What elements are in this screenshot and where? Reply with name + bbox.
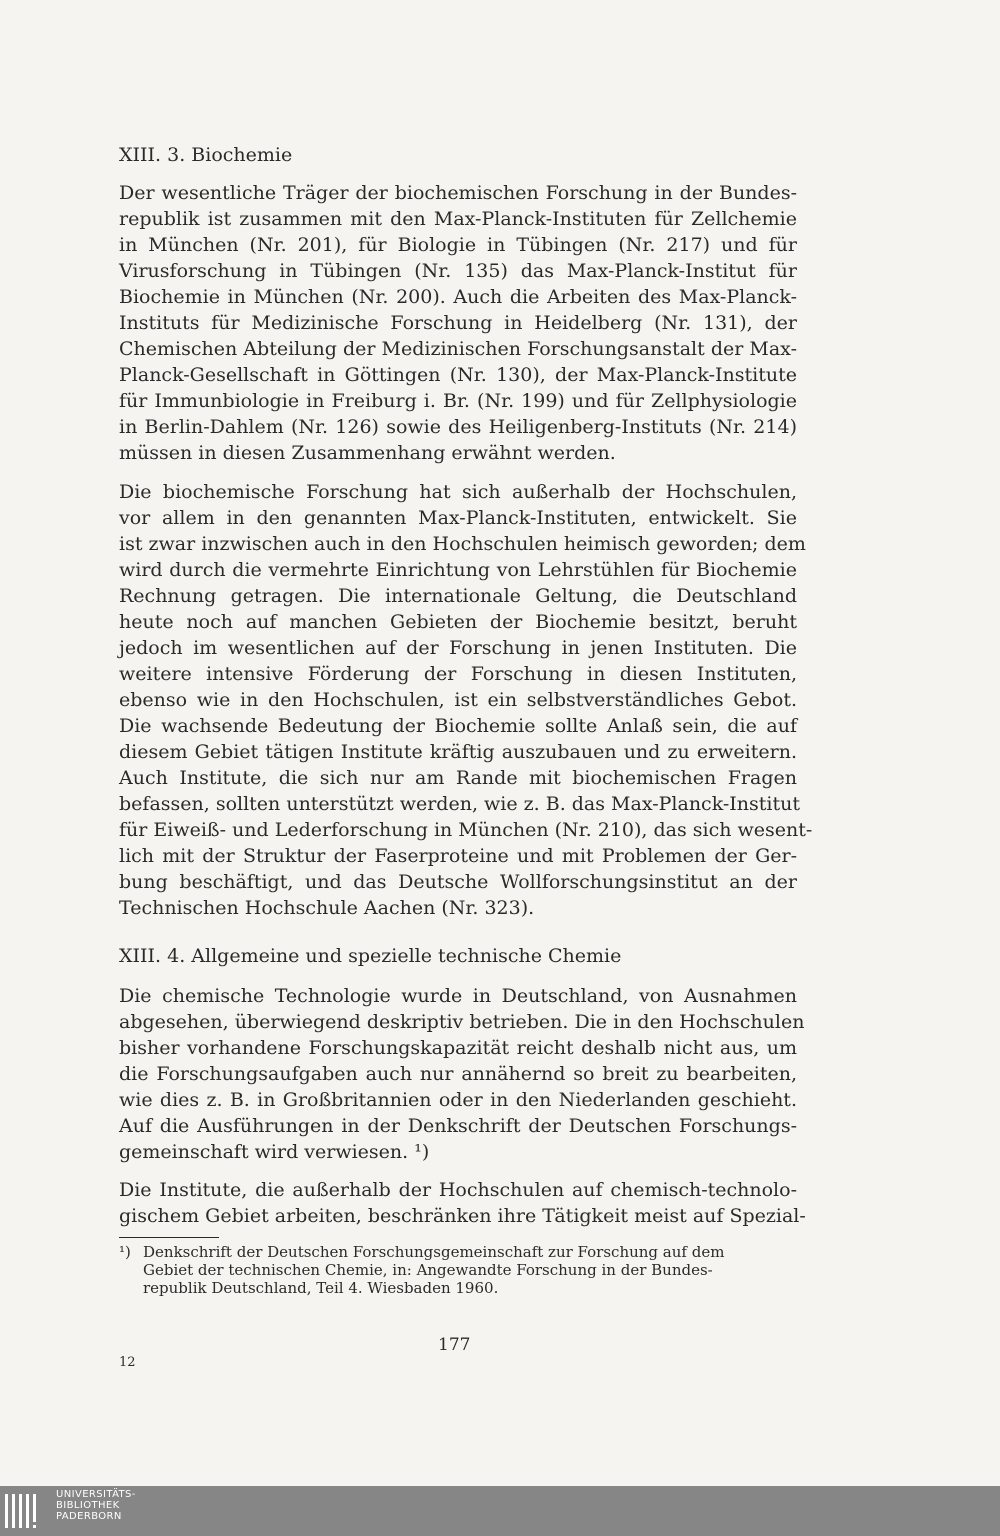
text-line: bung beschäftigt, und das Deutsche Wollforschungsinstitut an der [119, 871, 797, 893]
text-line: wird durch die vermehrte Einrichtung von Lehrstühlen für Biochemie [119, 559, 797, 581]
text-line: Auch Institute, die sich nur am Rande mit biochemischen Fragen [119, 767, 797, 789]
text-line: ebenso wie in den Hochschulen, ist ein selbstverständliches Gebot. [119, 689, 797, 711]
text-line: Die wachsende Bedeutung der Biochemie sollte Anlaß sein, die auf [119, 715, 797, 737]
paragraph [119, 479, 813, 921]
library-logo-icon [4, 1490, 42, 1532]
library-footer-bar [0, 1486, 1000, 1536]
text-line: Chemischen Abteilung der Medizinischen Forschungsanstalt der Max- [119, 338, 797, 360]
text-line: Der wesentliche Träger der biochemischen Forschung in der Bundes- [119, 182, 797, 204]
text-line: lich mit der Struktur der Faserproteine und mit Problemen der Ger- [119, 845, 797, 867]
text-line: Biochemie in München (Nr. 200). Auch die Arbeiten des Max-Planck- [119, 286, 797, 308]
footnote-divider [119, 1237, 219, 1238]
text-line: Die chemische Technologie wurde in Deutschland, von Ausnahmen [119, 985, 797, 1007]
text-line: Instituts für Medizinische Forschung in Heidelberg (Nr. 131), der [119, 312, 797, 334]
footnote [119, 1243, 799, 1297]
library-name-line: BIBLIOTHEK [56, 1500, 120, 1511]
text-line: gischem Gebiet arbeiten, beschränken ihre Tätigkeit meist auf Spezial- [119, 1205, 806, 1227]
text-line: Virusforschung in Tübingen (Nr. 135) das Max-Planck-Institut für [119, 260, 797, 282]
paragraph [119, 983, 805, 1165]
library-name-line: PADERBORN [56, 1511, 122, 1522]
text-line: Die biochemische Forschung hat sich außerhalb der Hochschulen, [119, 481, 797, 503]
text-line: Auf die Ausführungen in der Denkschrift der Deutschen Forschungs- [119, 1115, 797, 1137]
library-name-line: UNIVERSITÄTS- [56, 1489, 136, 1500]
text-line: weitere intensive Förderung der Forschung in diesen Instituten, [119, 663, 797, 685]
text-line: heute noch auf manchen Gebieten der Biochemie besitzt, beruht [119, 611, 797, 633]
text-line: die Forschungsaufgaben auch nur annähernd so breit zu bearbeiten, [119, 1063, 797, 1085]
text-line: ist zwar inzwischen auch in den Hochschulen heimisch geworden; dem [119, 533, 806, 555]
paragraph [119, 1177, 806, 1229]
footnote-line [119, 1243, 799, 1261]
text-line: republik ist zusammen mit den Max-Planck-Instituten für Zellchemie [119, 208, 797, 230]
printer-signature: 12 [119, 1355, 136, 1370]
text-line: vor allem in den genannten Max-Planck-Instituten, entwickelt. Sie [119, 507, 797, 529]
text-line: in Berlin-Dahlem (Nr. 126) sowie des Heiligenberg-Instituts (Nr. 214) [119, 416, 797, 438]
text-line: für Eiweiß- und Lederforschung in München (Nr. 210), das sich wesent- [119, 819, 813, 841]
footnote-marker: ¹) [119, 1243, 131, 1261]
text-line: gemeinschaft wird verwiesen. ¹) [119, 1141, 430, 1163]
text-line: wie dies z. B. in Großbritannien oder in den Niederlanden geschieht. [119, 1089, 797, 1111]
text-line: bisher vorhandene Forschungskapazität reicht deshalb nicht aus, um [119, 1037, 797, 1059]
text-line: jedoch im wesentlichen auf der Forschung in jenen Instituten. Die [119, 637, 797, 659]
section-heading-biochemie: XIII. 3. Biochemie [119, 144, 293, 166]
text-line: für Immunbiologie in Freiburg i. Br. (Nr. 199) und für Zellphysiologie [119, 390, 797, 412]
footnote-text: Denkschrift der Deutschen Forschungsgemeinschaft zur Forschung auf dem [143, 1243, 725, 1261]
section-heading-technische-chemie: XIII. 4. Allgemeine und spezielle technische Chemie [119, 945, 622, 967]
library-name [56, 1489, 136, 1522]
text-line: müssen in diesen Zusammenhang erwähnt werden. [119, 442, 616, 464]
text-line: abgesehen, überwiegend deskriptiv betrieben. Die in den Hochschulen [119, 1011, 805, 1033]
footnote-line: Gebiet der technischen Chemie, in: Angewandte Forschung in der Bundes- [143, 1261, 713, 1279]
paragraph [119, 180, 797, 466]
text-line: Die Institute, die außerhalb der Hochschulen auf chemisch-technolo- [119, 1179, 797, 1201]
text-line: Technischen Hochschule Aachen (Nr. 323). [119, 897, 535, 919]
text-line: diesem Gebiet tätigen Institute kräftig auszubauen und zu erweitern. [119, 741, 797, 763]
footnote-line: republik Deutschland, Teil 4. Wiesbaden 1960. [143, 1279, 499, 1297]
text-line: Planck-Gesellschaft in Göttingen (Nr. 130), der Max-Planck-Institute [119, 364, 797, 386]
text-line: Rechnung getragen. Die internationale Geltung, die Deutschland [119, 585, 797, 607]
page-number: 177 [438, 1335, 471, 1355]
text-line: in München (Nr. 201), für Biologie in Tübingen (Nr. 217) und für [119, 234, 797, 256]
text-line: befassen, sollten unterstützt werden, wie z. B. das Max-Planck-Institut [119, 793, 801, 815]
